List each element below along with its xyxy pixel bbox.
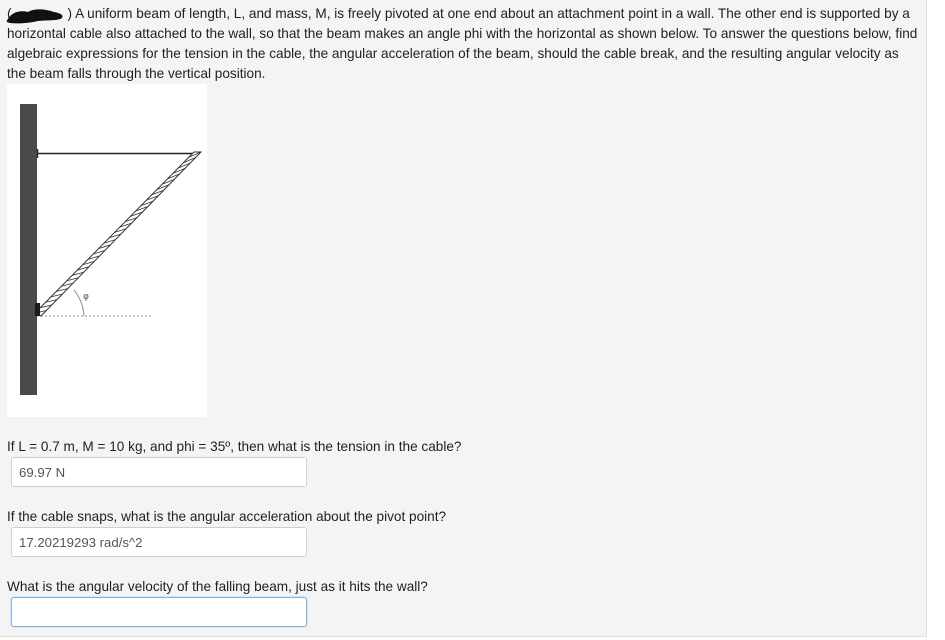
problem-statement bbox=[7, 4, 919, 84]
points-label: ( bbox=[7, 6, 12, 21]
angle-label: φ bbox=[83, 292, 89, 302]
redacted-points bbox=[12, 6, 68, 20]
beam-figure bbox=[7, 84, 207, 417]
answer-2-input[interactable]: 17.20219293 rad/s^2 bbox=[11, 527, 307, 557]
question-3-prompt: What is the angular velocity of the falling beam, just as it hits the wall? bbox=[7, 579, 428, 594]
beam bbox=[35, 152, 201, 316]
redaction-scribble bbox=[6, 6, 66, 26]
question-2-prompt: If the cable snaps, what is the angular acceleration about the pivot point? bbox=[7, 509, 447, 524]
beam-diagram bbox=[7, 84, 207, 417]
answer-3-input[interactable] bbox=[11, 597, 307, 627]
wall bbox=[20, 104, 37, 395]
problem-text: ) A uniform beam of length, L, and mass, M, is freely pivoted at one end about an attachment point in a wall. The other end is supported by a horizontal cable also attached to the wall, so that the beam makes an angle phi with the horizontal as shown below. To answer the questions below, find algebraic expressions for the tension in the cable, the angular acceleration of the beam, should the cable break, and the resulting angular velocity as the beam falls through the vertical position. bbox=[7, 6, 918, 81]
answer-1-input[interactable]: 69.97 N bbox=[11, 457, 307, 487]
question-1-prompt: If L = 0.7 m, M = 10 kg, and phi = 35º, then what is the tension in the cable? bbox=[7, 439, 462, 454]
pivot bbox=[35, 303, 40, 316]
